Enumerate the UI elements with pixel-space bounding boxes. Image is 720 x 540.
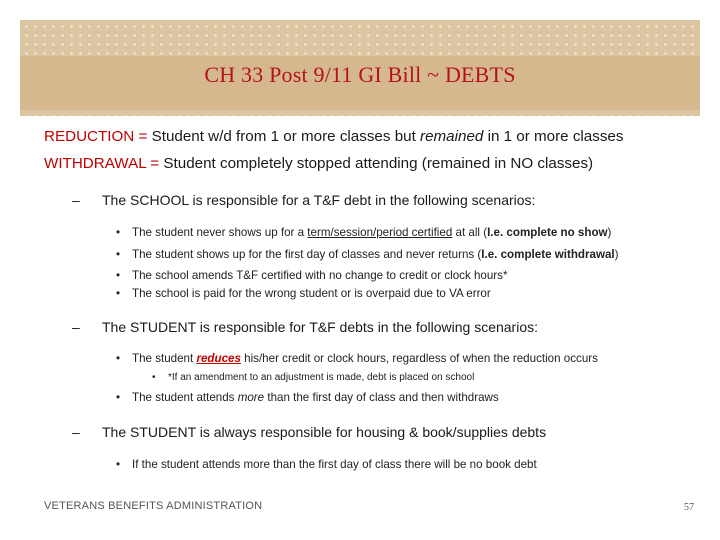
school-item-2-a: The student shows up for the first day of classes and never returns ( [132, 248, 482, 261]
dash-marker: – [72, 319, 80, 335]
bullet-marker: • [116, 226, 121, 239]
reduction-text-em: remained [420, 128, 484, 145]
always-heading [72, 424, 546, 440]
student-item-1 [116, 352, 598, 365]
student-item-1-a: The student [132, 352, 197, 365]
reduction-text-b: in 1 or more classes [483, 128, 624, 145]
school-item-2-b: ) [614, 248, 619, 261]
bullet-marker: • [116, 248, 121, 261]
school-item-3-text: The school amends T&F certified with no change to credit or clock hours* [132, 269, 508, 282]
student-item-2-a: The student attends [132, 391, 238, 404]
dash-marker: – [72, 424, 80, 440]
school-item-1 [116, 226, 611, 239]
bullet-marker: • [116, 352, 121, 365]
footer-organization: VETERANS BENEFITS ADMINISTRATION [44, 500, 263, 512]
bullet-marker: • [116, 269, 121, 282]
student-sub-item [152, 372, 474, 383]
school-item-2 [116, 248, 619, 261]
student-item-1-b: his/her credit or clock hours, regardless of when the reduction occurs [240, 352, 598, 365]
school-item-1-bold: I.e. complete no show [487, 226, 608, 239]
student-heading [72, 319, 538, 335]
student-item-2-b: than the first day of class and then withdraws [264, 391, 499, 404]
always-item-1-text: If the student attends more than the first day of class there will be no book debt [132, 458, 537, 471]
bullet-marker: • [116, 287, 121, 300]
school-item-4-text: The school is paid for the wrong student or is overpaid due to VA error [132, 287, 491, 300]
reduces-emphasis: reduces [196, 352, 241, 365]
school-item-4 [116, 287, 491, 300]
school-item-1-c: ) [607, 226, 612, 239]
student-item-2 [116, 391, 499, 404]
student-item-2-em: more [237, 391, 265, 404]
student-sub-item-text: *If an amendment to an adjustment is made, debt is placed on school [168, 372, 475, 383]
always-heading-text: The STUDENT is always responsible for housing & book/supplies debts [102, 424, 547, 440]
school-item-3 [116, 269, 507, 282]
school-heading-text: The SCHOOL is responsible for a T&F debt in the following scenarios: [102, 192, 536, 208]
withdrawal-definition [44, 155, 593, 172]
reduction-term: REDUCTION = [44, 128, 152, 145]
student-heading-text: The STUDENT is responsible for T&F debts in the following scenarios: [102, 319, 539, 335]
withdrawal-text: Student completely stopped attending (remained in NO classes) [163, 155, 594, 172]
reduction-text-a: Student w/d from 1 or more classes but [151, 128, 421, 145]
withdrawal-term: WITHDRAWAL = [44, 155, 164, 172]
school-item-2-bold: I.e. complete withdrawal [481, 248, 615, 261]
reduction-definition [44, 128, 623, 145]
slide-title: CH 33 Post 9/11 GI Bill ~ DEBTS [204, 62, 516, 87]
dash-marker: – [72, 192, 80, 208]
school-item-1-a: The student never shows up for a [132, 226, 308, 239]
school-heading [72, 192, 535, 208]
school-item-1-underline: term/session/period certified [307, 226, 453, 239]
bullet-marker: • [116, 391, 121, 404]
school-item-1-b: at all ( [452, 226, 488, 239]
page-number: 57 [684, 502, 694, 513]
always-item-1 [116, 458, 537, 471]
sub-bullet-marker: • [152, 372, 156, 383]
bullet-marker: • [116, 458, 121, 471]
